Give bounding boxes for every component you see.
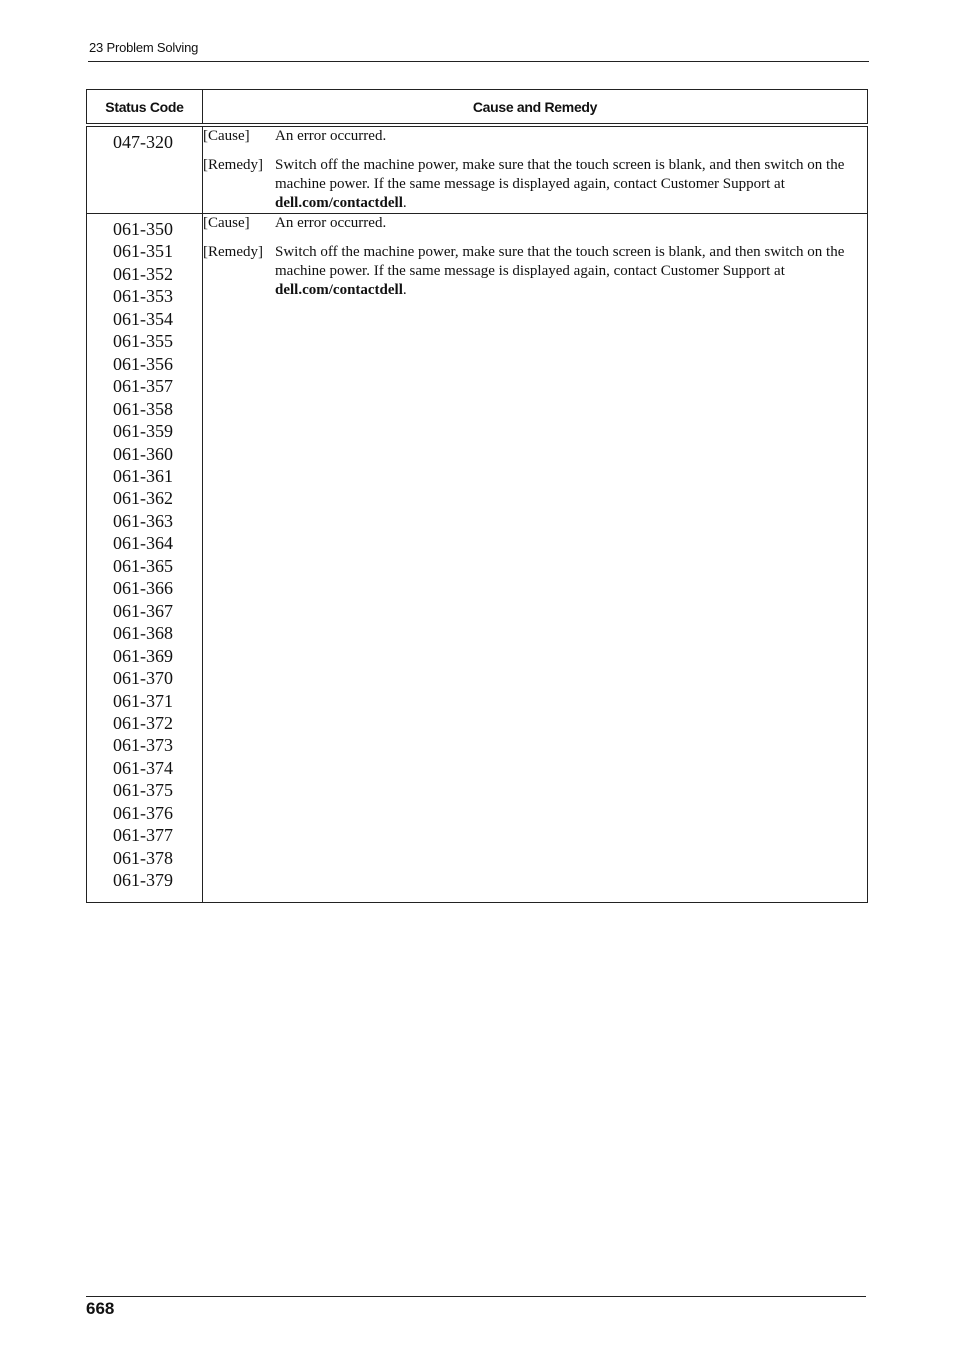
status-code: 061-358 bbox=[113, 398, 173, 419]
table-row bbox=[87, 214, 868, 903]
status-code: 061-359 bbox=[113, 421, 173, 442]
status-code: 061-360 bbox=[113, 443, 173, 464]
status-code: 061-378 bbox=[113, 847, 173, 868]
status-code-cell bbox=[87, 214, 203, 903]
cause-label: [Cause] bbox=[203, 215, 250, 231]
status-code: 061-369 bbox=[113, 645, 173, 666]
table-row bbox=[87, 125, 868, 214]
footer-divider bbox=[86, 1296, 866, 1297]
column-header-status-code: Status Code bbox=[87, 90, 203, 126]
remedy-text-end: . bbox=[402, 195, 407, 211]
cause-text: An error occurred. bbox=[275, 215, 387, 231]
page-number: 668 bbox=[86, 1299, 115, 1318]
status-code: 047-320 bbox=[113, 132, 173, 152]
table-header-row bbox=[87, 90, 868, 126]
status-code-cell bbox=[87, 125, 203, 214]
support-link[interactable]: dell.com/contactdell bbox=[275, 195, 403, 211]
table-body bbox=[87, 125, 868, 902]
remedy-text-end: . bbox=[402, 282, 407, 298]
status-code: 061-372 bbox=[113, 712, 173, 733]
status-code: 061-373 bbox=[113, 735, 173, 756]
status-code: 061-357 bbox=[113, 376, 173, 397]
status-code: 061-376 bbox=[113, 802, 173, 823]
status-code: 061-361 bbox=[113, 465, 173, 486]
running-header: 23 Problem Solving bbox=[89, 40, 199, 55]
remedy-text-block bbox=[275, 243, 867, 300]
cause-remedy-cell bbox=[203, 214, 868, 903]
status-code: 061-364 bbox=[113, 533, 173, 554]
cause-remedy-cell bbox=[203, 125, 868, 214]
status-code: 061-374 bbox=[113, 757, 173, 778]
support-link[interactable]: dell.com/contactdell bbox=[275, 282, 403, 298]
remedy-entry bbox=[203, 156, 867, 213]
status-code: 061-375 bbox=[113, 780, 173, 801]
remedy-label: [Remedy] bbox=[203, 157, 263, 173]
status-code: 061-355 bbox=[113, 331, 173, 352]
remedy-text: Switch off the machine power, make sure that the touch screen is blank, and then switch on the machine power. If the same message is displayed again, contact Customer Support at bbox=[275, 244, 845, 279]
header-divider bbox=[88, 61, 869, 62]
cause-text: An error occurred. bbox=[275, 128, 387, 144]
status-code: 061-353 bbox=[113, 286, 173, 307]
status-code: 061-377 bbox=[113, 825, 173, 846]
remedy-text: Switch off the machine power, make sure that the touch screen is blank, and then switch on the machine power. If the same message is displayed again, contact Customer Support at bbox=[275, 157, 845, 192]
remedy-text-block bbox=[275, 156, 867, 213]
status-code: 061-379 bbox=[113, 870, 173, 891]
status-code: 061-365 bbox=[113, 555, 173, 576]
column-header-cause-remedy: Cause and Remedy bbox=[203, 90, 868, 126]
status-code: 061-363 bbox=[113, 510, 173, 531]
cause-entry bbox=[203, 214, 867, 233]
status-code: 061-354 bbox=[113, 308, 173, 329]
status-code: 061-350 bbox=[113, 219, 173, 239]
status-code: 061-370 bbox=[113, 668, 173, 689]
remedy-entry bbox=[203, 243, 867, 300]
status-code: 061-351 bbox=[113, 241, 173, 262]
status-code: 061-362 bbox=[113, 488, 173, 509]
remedy-label: [Remedy] bbox=[203, 244, 263, 260]
status-code: 061-356 bbox=[113, 353, 173, 374]
status-code: 061-367 bbox=[113, 600, 173, 621]
status-code: 061-366 bbox=[113, 578, 173, 599]
cause-entry bbox=[203, 127, 867, 146]
status-code-table bbox=[86, 89, 868, 903]
status-code-list bbox=[87, 127, 202, 163]
status-code: 061-352 bbox=[113, 263, 173, 284]
cause-label: [Cause] bbox=[203, 128, 250, 144]
status-code: 061-368 bbox=[113, 623, 173, 644]
status-code: 061-371 bbox=[113, 690, 173, 711]
status-code-list bbox=[87, 214, 202, 902]
